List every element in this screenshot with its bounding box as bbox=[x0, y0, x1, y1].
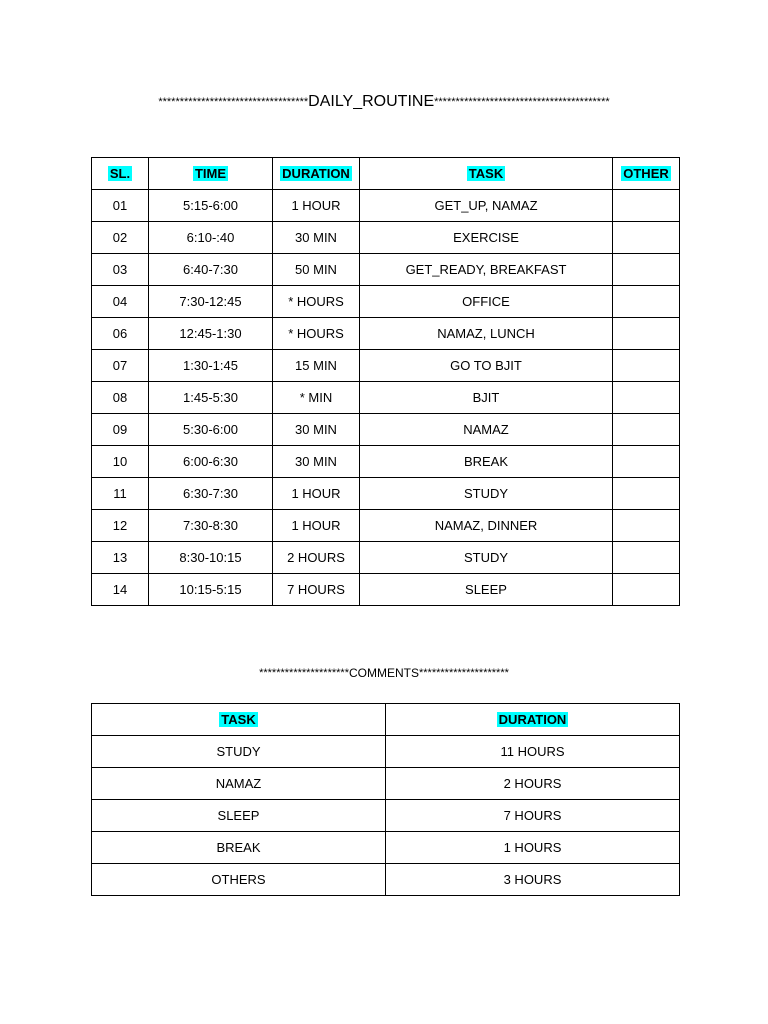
cell-sl: 04 bbox=[92, 286, 149, 318]
cell-other bbox=[613, 254, 680, 286]
cell-other bbox=[613, 478, 680, 510]
cell-task: NAMAZ, DINNER bbox=[360, 510, 613, 542]
cell-sl: 10 bbox=[92, 446, 149, 478]
cell-duration: 50 MIN bbox=[273, 254, 360, 286]
cell-other bbox=[613, 574, 680, 606]
column-header-task: TASK bbox=[92, 704, 386, 736]
cell-duration: 30 MIN bbox=[273, 414, 360, 446]
cell-duration: * MIN bbox=[273, 382, 360, 414]
cell-duration: 7 HOURS bbox=[386, 800, 680, 832]
comments-title: COMMENTS bbox=[349, 665, 419, 680]
comments-left-stars: ********************* bbox=[259, 666, 349, 679]
cell-task: EXERCISE bbox=[360, 222, 613, 254]
cell-task: BREAK bbox=[92, 832, 386, 864]
cell-sl: 02 bbox=[92, 222, 149, 254]
cell-sl: 06 bbox=[92, 318, 149, 350]
cell-task: NAMAZ bbox=[92, 768, 386, 800]
cell-sl: 13 bbox=[92, 542, 149, 574]
table-row bbox=[92, 190, 680, 222]
heading-right-stars: ***************************************** bbox=[434, 96, 610, 108]
cell-sl: 03 bbox=[92, 254, 149, 286]
daily-routine-table bbox=[91, 157, 680, 606]
table-row bbox=[92, 768, 680, 800]
cell-sl: 14 bbox=[92, 574, 149, 606]
table-row bbox=[92, 414, 680, 446]
table-row bbox=[92, 800, 680, 832]
routine-table-body bbox=[92, 190, 680, 606]
cell-task: NAMAZ bbox=[360, 414, 613, 446]
cell-time: 10:15-5:15 bbox=[149, 574, 273, 606]
cell-task: GET_UP, NAMAZ bbox=[360, 190, 613, 222]
table-row bbox=[92, 254, 680, 286]
table-row bbox=[92, 350, 680, 382]
cell-task: NAMAZ, LUNCH bbox=[360, 318, 613, 350]
cell-sl: 09 bbox=[92, 414, 149, 446]
cell-duration: 1 HOUR bbox=[273, 510, 360, 542]
table-row bbox=[92, 542, 680, 574]
cell-time: 6:30-7:30 bbox=[149, 478, 273, 510]
cell-task: BREAK bbox=[360, 446, 613, 478]
comments-right-stars: ********************* bbox=[419, 666, 509, 679]
table-row bbox=[92, 478, 680, 510]
cell-time: 7:30-8:30 bbox=[149, 510, 273, 542]
cell-other bbox=[613, 350, 680, 382]
daily-routine-heading bbox=[0, 93, 768, 111]
table-row bbox=[92, 832, 680, 864]
cell-task: SLEEP bbox=[92, 800, 386, 832]
cell-task: STUDY bbox=[360, 542, 613, 574]
cell-time: 6:00-6:30 bbox=[149, 446, 273, 478]
column-header-time: TIME bbox=[149, 158, 273, 190]
column-header-sl: SL. bbox=[92, 158, 149, 190]
cell-duration: 3 HOURS bbox=[386, 864, 680, 896]
cell-duration: * HOURS bbox=[273, 318, 360, 350]
cell-duration: 1 HOURS bbox=[386, 832, 680, 864]
cell-duration: 30 MIN bbox=[273, 222, 360, 254]
cell-time: 12:45-1:30 bbox=[149, 318, 273, 350]
cell-task: GO TO BJIT bbox=[360, 350, 613, 382]
cell-duration: 11 HOURS bbox=[386, 736, 680, 768]
comments-table bbox=[91, 703, 680, 896]
cell-duration: * HOURS bbox=[273, 286, 360, 318]
cell-sl: 01 bbox=[92, 190, 149, 222]
cell-duration: 7 HOURS bbox=[273, 574, 360, 606]
cell-time: 1:45-5:30 bbox=[149, 382, 273, 414]
table-row bbox=[92, 574, 680, 606]
cell-time: 5:30-6:00 bbox=[149, 414, 273, 446]
cell-duration: 2 HOURS bbox=[273, 542, 360, 574]
cell-other bbox=[613, 318, 680, 350]
comments-heading bbox=[0, 664, 768, 682]
cell-time: 7:30-12:45 bbox=[149, 286, 273, 318]
table-row bbox=[92, 736, 680, 768]
cell-sl: 12 bbox=[92, 510, 149, 542]
cell-duration: 1 HOUR bbox=[273, 478, 360, 510]
cell-time: 1:30-1:45 bbox=[149, 350, 273, 382]
cell-duration: 30 MIN bbox=[273, 446, 360, 478]
cell-duration: 1 HOUR bbox=[273, 190, 360, 222]
table-row bbox=[92, 222, 680, 254]
cell-task: BJIT bbox=[360, 382, 613, 414]
cell-duration: 15 MIN bbox=[273, 350, 360, 382]
cell-sl: 07 bbox=[92, 350, 149, 382]
cell-time: 8:30-10:15 bbox=[149, 542, 273, 574]
column-header-task: TASK bbox=[360, 158, 613, 190]
cell-task: OFFICE bbox=[360, 286, 613, 318]
table-header-row bbox=[92, 158, 680, 190]
cell-sl: 08 bbox=[92, 382, 149, 414]
heading-left-stars: *********************************** bbox=[158, 96, 309, 108]
cell-other bbox=[613, 510, 680, 542]
table-row bbox=[92, 286, 680, 318]
cell-task: GET_READY, BREAKFAST bbox=[360, 254, 613, 286]
cell-time: 6:10-:40 bbox=[149, 222, 273, 254]
cell-sl: 11 bbox=[92, 478, 149, 510]
cell-task: SLEEP bbox=[360, 574, 613, 606]
cell-other bbox=[613, 222, 680, 254]
cell-task: OTHERS bbox=[92, 864, 386, 896]
table-row bbox=[92, 382, 680, 414]
cell-other bbox=[613, 542, 680, 574]
cell-time: 5:15-6:00 bbox=[149, 190, 273, 222]
cell-other bbox=[613, 190, 680, 222]
table-row bbox=[92, 510, 680, 542]
column-header-duration: DURATION bbox=[386, 704, 680, 736]
table-row bbox=[92, 864, 680, 896]
table-row bbox=[92, 318, 680, 350]
column-header-duration: DURATION bbox=[273, 158, 360, 190]
cell-other bbox=[613, 382, 680, 414]
table-row bbox=[92, 446, 680, 478]
cell-other bbox=[613, 446, 680, 478]
cell-task: STUDY bbox=[92, 736, 386, 768]
cell-time: 6:40-7:30 bbox=[149, 254, 273, 286]
table-header-row bbox=[92, 704, 680, 736]
cell-other bbox=[613, 286, 680, 318]
cell-duration: 2 HOURS bbox=[386, 768, 680, 800]
comments-table-body bbox=[92, 736, 680, 896]
cell-task: STUDY bbox=[360, 478, 613, 510]
cell-other bbox=[613, 414, 680, 446]
daily-routine-title: DAILY_ROUTINE bbox=[308, 93, 435, 110]
column-header-other: OTHER bbox=[613, 158, 680, 190]
